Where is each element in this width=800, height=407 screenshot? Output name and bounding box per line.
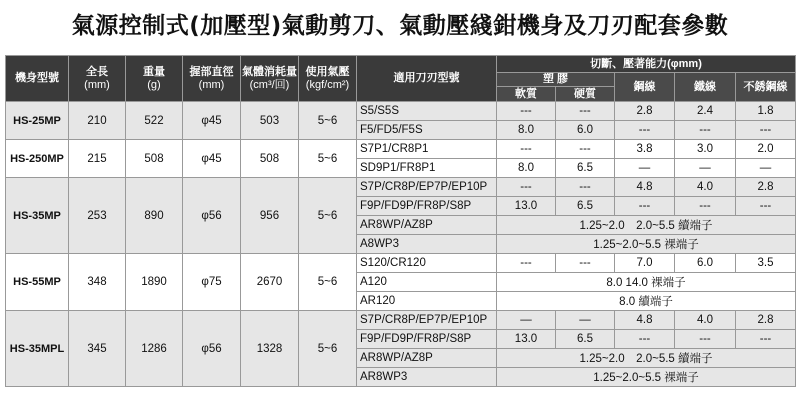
blade-type-cell: A120 [357,273,497,292]
soft-cell: 13.0 [497,330,556,349]
soft-cell: — [497,311,556,330]
air-cell: 503 [241,102,299,140]
pressure-cell: 5~6 [299,140,357,178]
blade-type-cell: AR8WP/AZ8P [357,349,497,368]
soft-cell: 13.0 [497,197,556,216]
iron-cell: 2.4 [675,102,736,121]
length-cell: 210 [69,102,126,140]
hard-cell: 6.5 [556,159,615,178]
col-weight: 重量 (g) [126,56,183,102]
air-cell: 1328 [241,311,299,387]
table-header [6,56,796,102]
hard-cell: 6.0 [556,121,615,140]
length-cell: 348 [69,254,126,311]
copper-cell: 7.0 [615,254,675,273]
blade-type-cell: SD9P1/FR8P1 [357,159,497,178]
stainless-cell: --- [736,330,796,349]
model-cell: HS-55MP [6,254,69,311]
air-cell: 956 [241,178,299,254]
blade-type-cell: AR8WP3 [357,368,497,387]
iron-cell: --- [675,330,736,349]
iron-cell: 4.0 [675,311,736,330]
model-group [6,311,796,387]
capacity-merged-cell: 8.0 14.0 裸端子 [497,273,796,292]
iron-cell: --- [675,121,736,140]
blade-type-cell: S7P/CR8P/EP7P/EP10P [357,311,497,330]
capacity-merged-cell: 1.25~2.0 2.0~5.5 續端子 [497,216,796,235]
blade-type-cell: F5/FD5/F5S [357,121,497,140]
weight-cell: 522 [126,102,183,140]
grip-cell: φ56 [183,311,241,387]
model-cell: HS-35MP [6,178,69,254]
blade-type-cell: S7P/CR8P/EP7P/EP10P [357,178,497,197]
blade-type-cell: AR8WP/AZ8P [357,216,497,235]
length-cell: 215 [69,140,126,178]
hard-cell: --- [556,102,615,121]
soft-cell: 8.0 [497,121,556,140]
model-cell: HS-35MPL [6,311,69,387]
model-group [6,178,796,254]
table-row [6,254,796,273]
col-capacity: 切斷、壓著能力(φmm) [497,56,796,73]
hard-cell: 6.5 [556,197,615,216]
air-cell: 508 [241,140,299,178]
blade-type-cell: S7P1/CR8P1 [357,140,497,159]
blade-type-cell: S5/S5S [357,102,497,121]
hard-cell: — [556,311,615,330]
copper-cell: 3.8 [615,140,675,159]
copper-cell: --- [615,121,675,140]
weight-cell: 1286 [126,311,183,387]
copper-cell: 4.8 [615,311,675,330]
model-cell: HS-250MP [6,140,69,178]
col-length: 全長 (mm) [69,56,126,102]
pressure-cell: 5~6 [299,178,357,254]
grip-cell: φ45 [183,140,241,178]
stainless-cell: 2.8 [736,178,796,197]
weight-cell: 508 [126,140,183,178]
col-plastic: 塑 膠 [497,73,615,87]
col-air-consumption: 氣體消耗量 (cm³/回) [241,56,299,102]
capacity-merged-cell: 1.25~2.0~5.5 裸端子 [497,235,796,254]
stainless-cell: 3.5 [736,254,796,273]
table-row [6,178,796,197]
soft-cell: 8.0 [497,159,556,178]
weight-cell: 890 [126,178,183,254]
col-copper: 鋼線 [615,73,675,102]
blade-type-cell: A8WP3 [357,235,497,254]
grip-cell: φ75 [183,254,241,311]
copper-cell: 4.8 [615,178,675,197]
iron-cell: --- [675,197,736,216]
copper-cell: --- [615,197,675,216]
capacity-merged-cell: 1.25~2.0 2.0~5.5 續端子 [497,349,796,368]
stainless-cell: --- [736,121,796,140]
col-iron: 鐵線 [675,73,736,102]
blade-type-cell: S120/CR120 [357,254,497,273]
soft-cell: --- [497,178,556,197]
col-blade-type: 適用刀刃型號 [357,56,497,102]
hard-cell: --- [556,254,615,273]
soft-cell: --- [497,140,556,159]
col-hard: 硬質 [556,87,615,102]
col-pressure: 使用氣壓 (kgf/cm²) [299,56,357,102]
stainless-cell: 2.0 [736,140,796,159]
copper-cell: — [615,159,675,178]
spec-table [5,55,796,387]
copper-cell: 2.8 [615,102,675,121]
grip-cell: φ45 [183,102,241,140]
col-soft: 軟質 [497,87,556,102]
stainless-cell: 1.8 [736,102,796,121]
pressure-cell: 5~6 [299,102,357,140]
blade-type-cell: F9P/FD9P/FR8P/S8P [357,197,497,216]
hard-cell: --- [556,178,615,197]
page-title: 氣源控制式(加壓型)氣動剪刀、氣動壓綫鉗機身及刀刃配套參數 [71,13,729,39]
iron-cell: — [675,159,736,178]
length-cell: 345 [69,311,126,387]
model-group [6,140,796,178]
table-row [6,311,796,330]
col-model: 機身型號 [6,56,69,102]
copper-cell: --- [615,330,675,349]
iron-cell: 6.0 [675,254,736,273]
air-cell: 2670 [241,254,299,311]
stainless-cell: --- [736,197,796,216]
soft-cell: --- [497,254,556,273]
pressure-cell: 5~6 [299,254,357,311]
length-cell: 253 [69,178,126,254]
model-group [6,254,796,311]
table-row [6,102,796,121]
model-group [6,102,796,140]
capacity-merged-cell: 1.25~2.0~5.5 裸端子 [497,368,796,387]
pressure-cell: 5~6 [299,311,357,387]
stainless-cell: — [736,159,796,178]
table-row [6,140,796,159]
grip-cell: φ56 [183,178,241,254]
hard-cell: --- [556,140,615,159]
weight-cell: 1890 [126,254,183,311]
col-stainless: 不銹鋼線 [736,73,796,102]
hard-cell: 6.5 [556,330,615,349]
iron-cell: 3.0 [675,140,736,159]
model-cell: HS-25MP [6,102,69,140]
soft-cell: --- [497,102,556,121]
col-grip: 握部直徑 (mm) [183,56,241,102]
stainless-cell: 2.8 [736,311,796,330]
capacity-merged-cell: 8.0 續端子 [497,292,796,311]
blade-type-cell: AR120 [357,292,497,311]
blade-type-cell: F9P/FD9P/FR8P/S8P [357,330,497,349]
iron-cell: 4.0 [675,178,736,197]
